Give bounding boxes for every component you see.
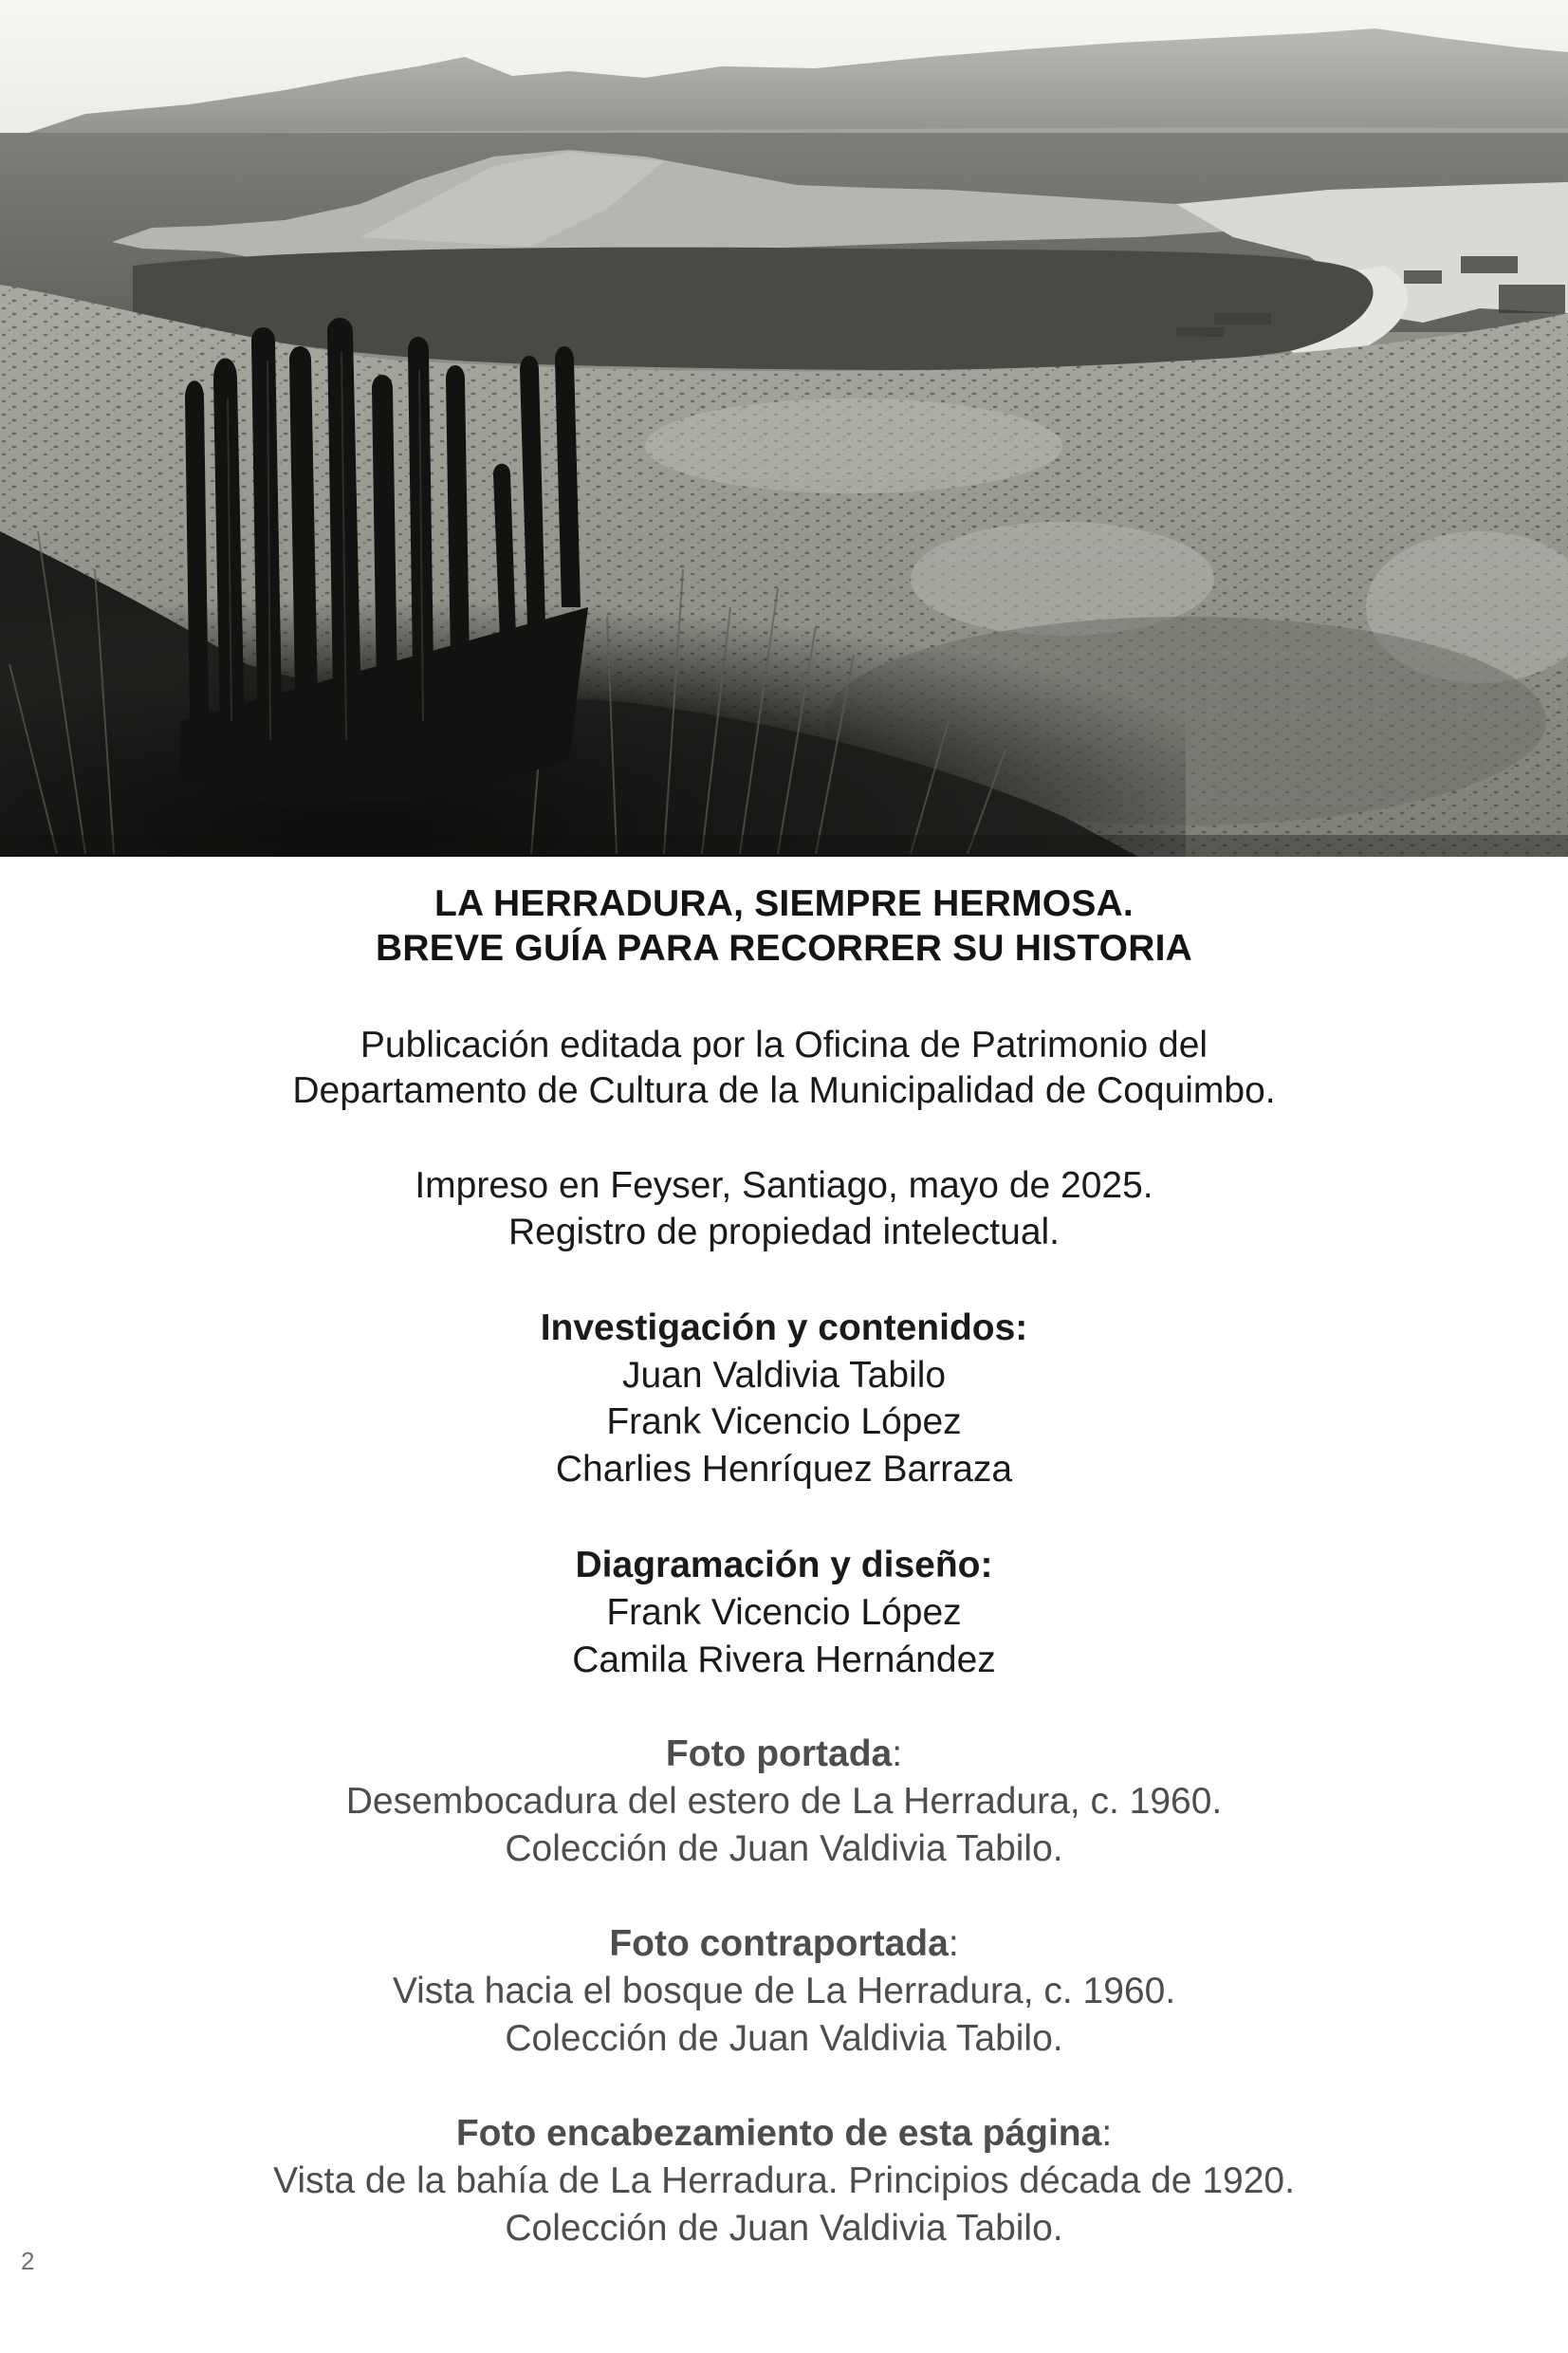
design-name: Camila Rivera Hernández: [572, 1640, 996, 1680]
header-photo-heading: [0, 2113, 1568, 2155]
research-name: Frank Vicencio López: [606, 1401, 962, 1442]
publication-title-line-1: LA HERRADURA, SIEMPRE HERMOSA.: [434, 883, 1134, 924]
bay-landscape-image: [0, 0, 1568, 857]
printing-info-line-1: Impreso en Feyser, Santiago, mayo de 2025.: [415, 1165, 1153, 1206]
publication-info-line-1: Publicación editada por la Oficina de Patrimonio del: [360, 1025, 1208, 1065]
back-cover-photo-label: Foto contraportada: [609, 1923, 949, 1964]
cover-photo-heading: [0, 1733, 1568, 1775]
back-cover-photo-heading: [0, 1923, 1568, 1965]
publication-title-line-2: BREVE GUÍA PARA RECORRER SU HISTORIA: [376, 928, 1192, 969]
back-cover-photo-colon: :: [948, 1923, 959, 1964]
back-cover-photo-caption: Vista hacia el bosque de La Herradura, c. 1960.: [392, 1971, 1176, 2011]
page-number: 2: [21, 2247, 35, 2275]
printing-info-line-2: Registro de propiedad intelectual.: [507, 1212, 1061, 1252]
header-photo: [0, 0, 1568, 857]
cover-photo-colon: :: [892, 1733, 903, 1774]
design-name: Frank Vicencio López: [606, 1592, 962, 1633]
research-name: Charlies Henríquez Barraza: [555, 1449, 1013, 1490]
cover-photo-label: Foto portada: [665, 1733, 893, 1774]
research-name: Juan Valdivia Tabilo: [621, 1355, 947, 1396]
header-photo-collection: Colección de Juan Valdivia Tabilo.: [505, 2208, 1063, 2249]
cover-photo-collection: Colección de Juan Valdivia Tabilo.: [505, 1828, 1063, 1869]
header-photo-colon: :: [1101, 2113, 1113, 2154]
back-cover-photo-collection: Colección de Juan Valdivia Tabilo.: [505, 2018, 1063, 2059]
header-photo-caption: Vista de la bahía de La Herradura. Principios década de 1920.: [273, 2160, 1295, 2201]
publication-info-line-2: Departamento de Cultura de la Municipalidad de Coquimbo.: [292, 1070, 1276, 1111]
header-photo-label: Foto encabezamiento de esta página: [455, 2113, 1102, 2154]
cover-photo-caption: Desembocadura del estero de La Herradura, c. 1960.: [345, 1781, 1223, 1822]
design-heading: Diagramación y diseño:: [575, 1545, 993, 1585]
research-heading: Investigación y contenidos:: [540, 1307, 1028, 1348]
